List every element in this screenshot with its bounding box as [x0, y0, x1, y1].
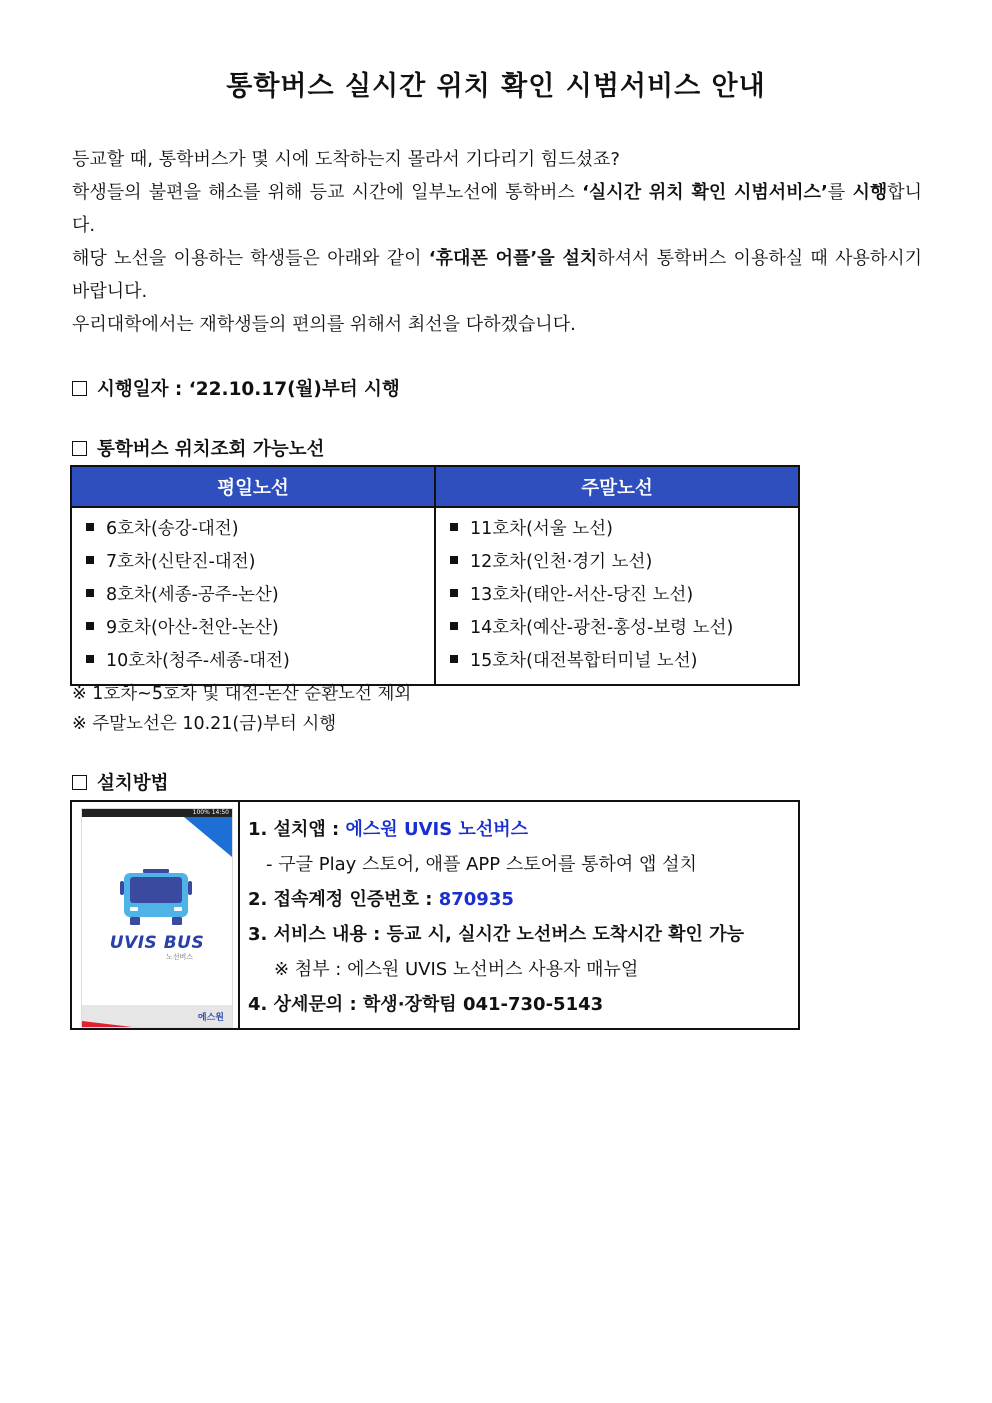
section-routes-heading [72, 435, 324, 461]
checkbox-square-icon [72, 775, 87, 790]
header-weekday: 평일노선 [71, 466, 435, 507]
intro-line-4: 우리대학에서는 재학생들의 편의를 위해서 최선을 다하겠습니다. [72, 314, 576, 335]
intro-text [72, 143, 922, 341]
brand-label: 에스원 [197, 1013, 224, 1023]
routes-table [70, 465, 800, 686]
bullet-icon [86, 556, 94, 564]
checkbox-square-icon [72, 381, 87, 396]
install-item-1: 1. 설치앱 : 에스원 UVIS 노선버스 [248, 819, 528, 840]
list-item: 13호차(태안-서산-당진 노선) [450, 579, 798, 612]
install-item-3-sub: ※ 첨부 : 에스원 UVIS 노선버스 사용자 매뉴얼 [274, 959, 639, 980]
section-install-heading [72, 769, 168, 795]
list-item: 6호차(송강-대전) [86, 513, 434, 546]
note-weekend: ※ 주말노선은 10.21(금)부터 시행 [72, 714, 337, 734]
app-screenshot [81, 808, 233, 1028]
bus-icon [118, 869, 194, 927]
bullet-icon [450, 556, 458, 564]
list-item: 8호차(세종-공주-논산) [86, 579, 434, 612]
section-install-text: 설치방법 [97, 773, 169, 794]
weekday-routes-cell [71, 507, 435, 685]
note-excluded: ※ 1호차~5호차 및 대전-논산 순환노선 제외 [72, 684, 412, 704]
install-item-4: 4. 상세문의 : 학생·장학팀 041-730-5143 [248, 994, 604, 1015]
bullet-icon [86, 589, 94, 597]
header-weekend: 주말노선 [435, 466, 799, 507]
bullet-icon [450, 655, 458, 663]
weekend-routes-cell [435, 507, 799, 685]
install-info [248, 812, 793, 1022]
install-box [70, 800, 800, 1030]
list-item: 12호차(인천·경기 노선) [450, 546, 798, 579]
install-item-1-sub: - 구글 Play 스토어, 애플 APP 스토어를 통하여 앱 설치 [266, 854, 697, 875]
intro-paragraph-3: 해당 노선을 이용하는 학생들은 아래와 같이 ‘휴대폰 어플’을 설치하셔서 통학버스 이용하실 때 사용하시기 바랍니다. [72, 248, 923, 302]
install-item-2: 2. 접속계정 인증번호 : 870935 [248, 889, 514, 910]
status-bar: 100% 14:50 [82, 809, 232, 817]
section-date-text: 시행일자 : ‘22.10.17(월)부터 시행 [97, 379, 400, 400]
footer-red-stripe [82, 1021, 132, 1027]
bullet-icon [450, 622, 458, 630]
bullet-icon [450, 589, 458, 597]
install-item-3: 3. 서비스 내용 : 등교 시, 실시간 노선버스 도착시간 확인 가능 [248, 924, 744, 945]
checkbox-square-icon [72, 441, 87, 456]
bullet-icon [86, 622, 94, 630]
list-item: 15호차(대전복합터미널 노선) [450, 645, 798, 678]
bullet-icon [86, 523, 94, 531]
list-item: 10호차(청주-세종-대전) [86, 645, 434, 678]
section-date-heading [72, 375, 400, 401]
bullet-icon [450, 523, 458, 531]
section-routes-text: 통학버스 위치조회 가능노선 [97, 439, 325, 460]
intro-line-1: 등교할 때, 통학버스가 몇 시에 도착하는지 몰라서 기다리기 힘드셨죠? [72, 149, 620, 170]
list-item: 14호차(예산-광천-홍성-보령 노선) [450, 612, 798, 645]
list-item: 7호차(신탄진-대전) [86, 546, 434, 579]
list-item: 11호차(서울 노선) [450, 513, 798, 546]
intro-paragraph-2: 학생들의 불편을 해소를 위해 등교 시간에 일부노선에 통학버스 ‘실시간 위치 확인 시범서비스’를 시행합니다. [72, 182, 922, 236]
uvis-logo: UVIS BUS [109, 933, 205, 953]
app-image-cell [72, 802, 240, 1028]
bullet-icon [86, 655, 94, 663]
page-title: 통학버스 실시간 위치 확인 시범서비스 안내 [226, 71, 766, 102]
corner-decoration [184, 817, 232, 857]
list-item: 9호차(아산-천안-논산) [86, 612, 434, 645]
uvis-logo-sub: 노선버스 [166, 953, 194, 961]
